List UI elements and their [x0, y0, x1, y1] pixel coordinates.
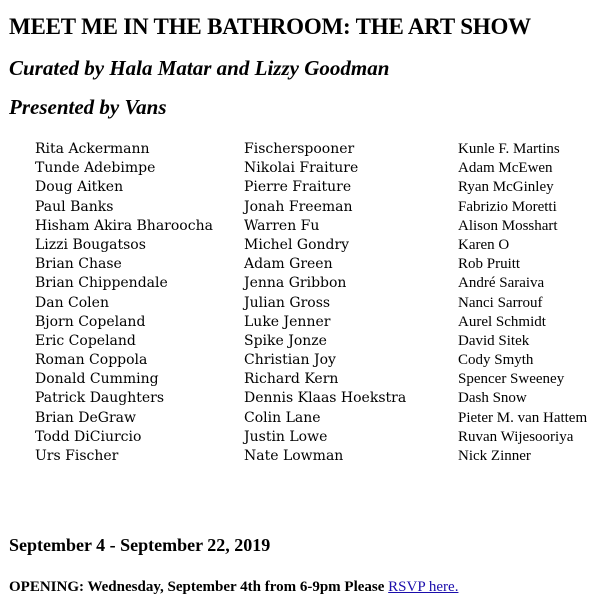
artist-name: Nate Lowman [244, 448, 344, 464]
artist-name: Ryan McGinley [458, 179, 554, 196]
artist-name: Richard Kern [244, 371, 339, 388]
artist-name: Brian Chase [35, 256, 122, 273]
artist-name: Bjorn Copeland [35, 313, 146, 330]
artist-name: Christian Joy [244, 352, 336, 369]
rsvp-link[interactable]: RSVP here. [388, 579, 459, 595]
artist-name: Nick Zinner [458, 448, 531, 464]
artist-name: Rita Ackermann [35, 141, 150, 157]
artist-name: Adam Green [244, 256, 333, 273]
artist-name: Jenna Gribbon [244, 275, 347, 292]
artist-name: Hisham Akira Bharoocha [35, 217, 213, 234]
artist-name: Karen O [458, 236, 510, 253]
artist-column-1 [35, 140, 213, 466]
artist-name: Eric Copeland [35, 332, 136, 349]
artist-name: Roman Coppola [35, 352, 148, 369]
artist-name: Lizzi Bougatsos [35, 236, 146, 253]
artist-name: Dennis Klaas Hoekstra [244, 390, 407, 407]
artist-name: Cody Smyth [458, 352, 534, 369]
artist-name: Warren Fu [244, 217, 320, 234]
artist-name: Spencer Sweeney [458, 371, 565, 388]
artist-name: Fischerspooner [244, 141, 355, 157]
artist-name: Nanci Sarrouf [458, 294, 543, 311]
artist-name: André Saraiva [458, 275, 545, 292]
page-title: MEET ME IN THE BATHROOM: THE ART SHOW [9, 14, 531, 39]
artist-name: Kunle F. Martins [458, 141, 560, 157]
artist-name: Patrick Daughters [35, 390, 165, 407]
artist-name: Tunde Adebimpe [35, 160, 156, 177]
artist-column-2 [244, 140, 406, 466]
artist-name: Pieter M. van Hattem [458, 409, 588, 426]
artist-name: Nikolai Fraiture [244, 160, 359, 177]
artist-name: Brian Chippendale [35, 275, 168, 292]
show-dates: September 4 - September 22, 2019 [9, 535, 271, 555]
artist-name: Alison Mosshart [458, 217, 558, 234]
artist-name: David Sitek [458, 332, 530, 349]
artist-list [0, 140, 607, 470]
artist-name: Fabrizio Moretti [458, 198, 557, 215]
artist-name: Justin Lowe [244, 428, 328, 445]
artist-name: Ruvan Wijesooriya [458, 428, 574, 445]
artist-name: Rob Pruitt [458, 256, 521, 273]
curators-line: Curated by Hala Matar and Lizzy Goodman [9, 56, 390, 80]
artist-name: Adam McEwen [458, 160, 553, 177]
artist-name: Donald Cumming [35, 371, 159, 388]
artist-column-3 [458, 140, 587, 466]
artist-name: Luke Jenner [244, 313, 331, 330]
artist-name: Dash Snow [458, 390, 527, 407]
artist-name: Urs Fischer [35, 448, 119, 464]
artist-name: Dan Colen [35, 294, 109, 311]
artist-name: Julian Gross [244, 294, 331, 311]
artist-name: Brian DeGraw [35, 409, 136, 426]
artist-name: Pierre Fraiture [244, 179, 352, 196]
opening-line [9, 579, 458, 596]
opening-label: OPENING: Wednesday, September 4th from 6-9pm Please [9, 579, 385, 595]
artist-name: Todd DiCiurcio [35, 428, 142, 445]
artist-name: Spike Jonze [244, 332, 327, 349]
artist-name: Doug Aitken [35, 179, 124, 196]
presenter-line: Presented by Vans [9, 95, 167, 119]
artist-name: Jonah Freeman [244, 198, 353, 215]
artist-name: Michel Gondry [244, 236, 350, 253]
artist-name: Aurel Schmidt [458, 313, 546, 330]
artist-name: Colin Lane [244, 409, 321, 426]
artist-name: Paul Banks [35, 198, 114, 215]
